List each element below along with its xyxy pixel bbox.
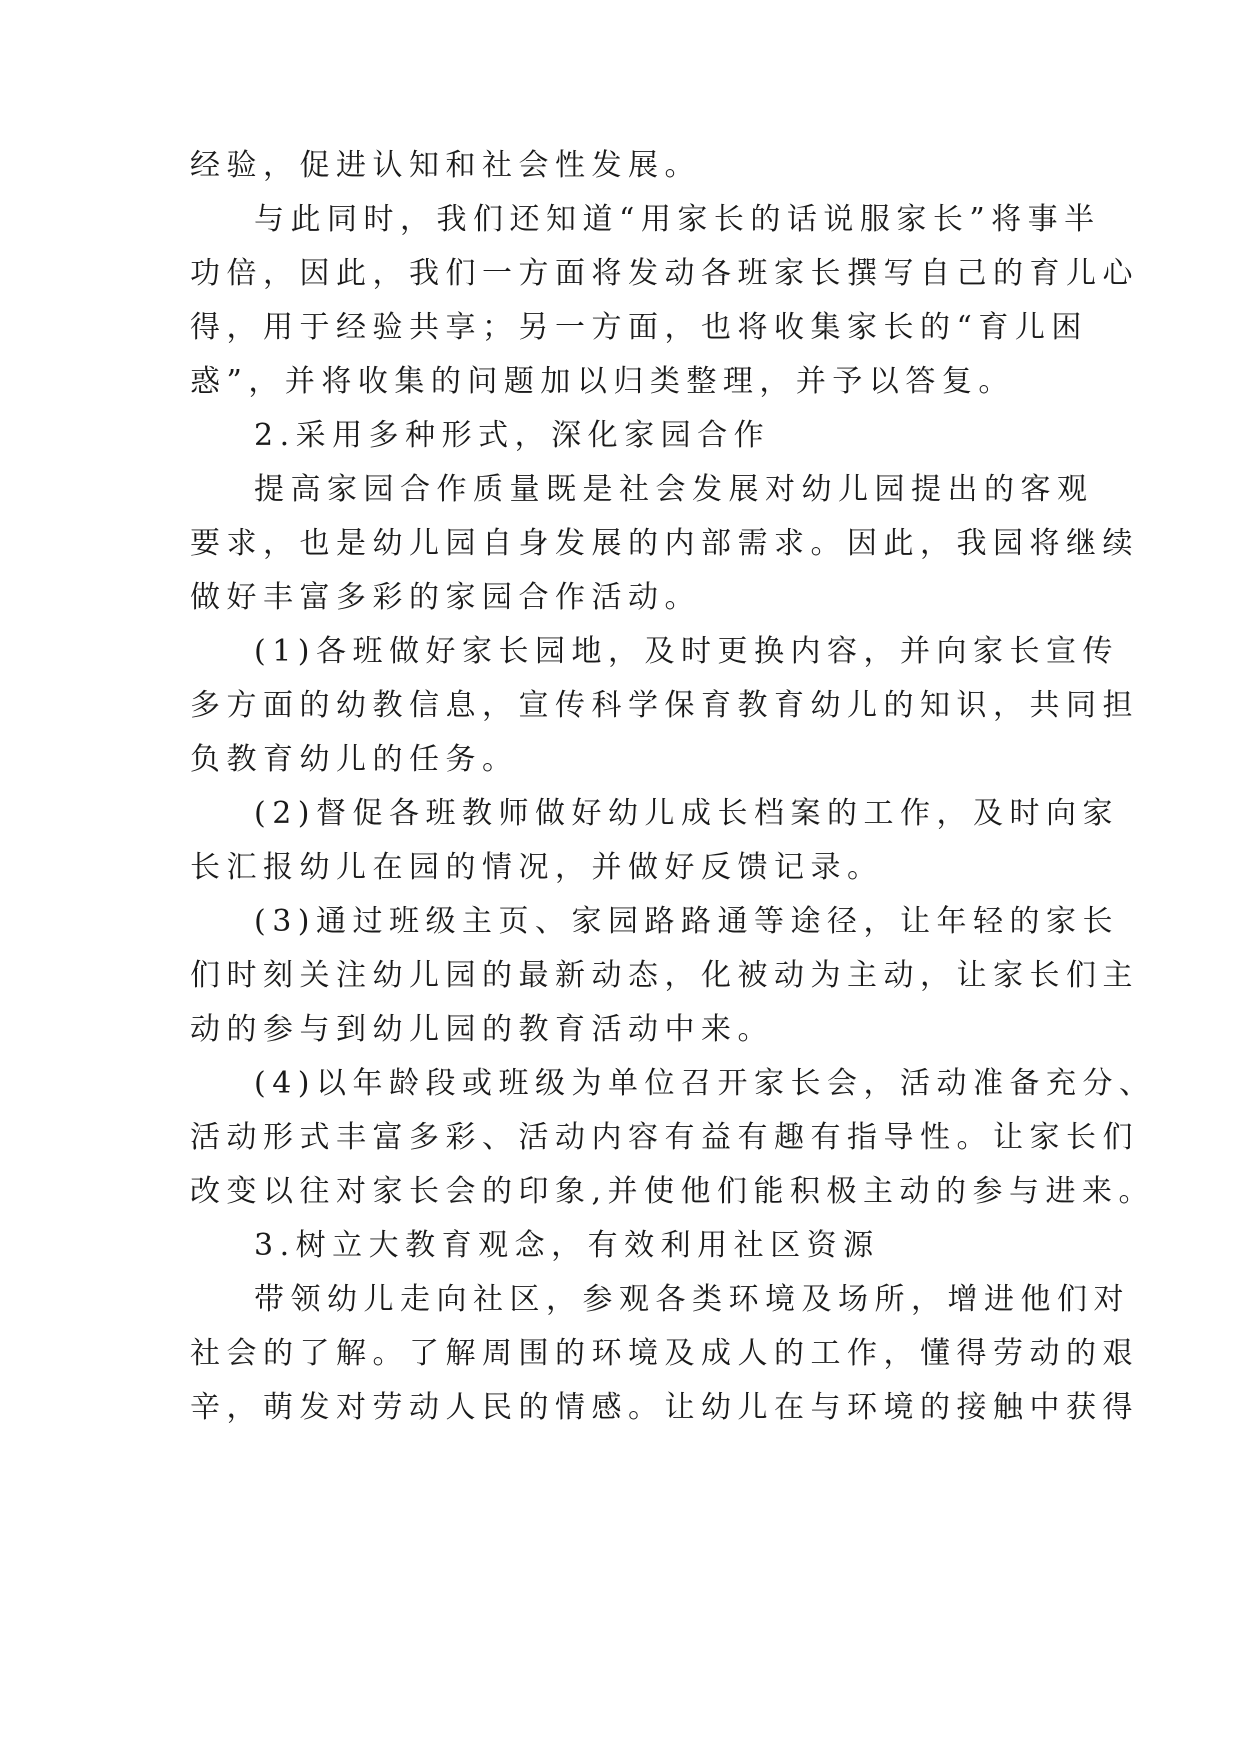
text-line: 得，用于经验共享；另一方面，也将收集家长的“育儿困 (190, 310, 1088, 345)
text-line: 与此同时，我们还知道“用家长的话说服家长”将事半 (254, 202, 1101, 237)
text-line: 改变以往对家长会的印象,并使他们能积极主动的参与进来。 (190, 1174, 1156, 1209)
text-line: 提高家园合作质量既是社会发展对幼儿园提出的客观 (254, 472, 1094, 507)
text-line: 长汇报幼儿在园的情况，并做好反馈记录。 (190, 850, 884, 885)
text-line: 做好丰富多彩的家园合作活动。 (190, 580, 701, 615)
text-line: 辛，萌发对劳动人民的情感。让幼儿在与环境的接触中获得 (190, 1390, 1139, 1425)
text-line: 多方面的幼教信息，宣传科学保育教育幼儿的知识，共同担 (190, 688, 1139, 723)
text-line: (3)通过班级主页、家园路路通等途径，让年轻的家长 (254, 904, 1119, 939)
text-line: 功倍，因此，我们一方面将发动各班家长撰写自己的育儿心 (190, 256, 1139, 291)
text-line: 们时刻关注幼儿园的最新动态，化被动为主动，让家长们主 (190, 958, 1139, 993)
text-line: 社会的了解。了解周围的环境及成人的工作，懂得劳动的艰 (190, 1336, 1139, 1371)
text-line: (4)以年龄段或班级为单位召开家长会，活动准备充分、 (254, 1066, 1156, 1101)
section-heading: 3.树立大教育观念，有效利用社区资源 (254, 1228, 880, 1263)
text-line: 动的参与到幼儿园的教育活动中来。 (190, 1012, 774, 1047)
text-line: 带领幼儿走向社区，参观各类环境及场所，增进他们对 (254, 1282, 1130, 1317)
text-line: (2)督促各班教师做好幼儿成长档案的工作，及时向家 (254, 796, 1119, 831)
text-line: 经验，促进认知和社会性发展。 (190, 148, 701, 183)
section-heading: 2.采用多种形式，深化家园合作 (254, 418, 771, 453)
text-line: 要求，也是幼儿园自身发展的内部需求。因此，我园将继续 (190, 526, 1139, 561)
text-line: 负教育幼儿的任务。 (190, 742, 519, 777)
text-line: (1)各班做好家长园地，及时更换内容，并向家长宣传 (254, 634, 1119, 669)
text-line: 活动形式丰富多彩、活动内容有益有趣有指导性。让家长们 (190, 1120, 1139, 1155)
text-line: 惑”，并将收集的问题加以归类整理，并予以答复。 (190, 364, 1015, 399)
